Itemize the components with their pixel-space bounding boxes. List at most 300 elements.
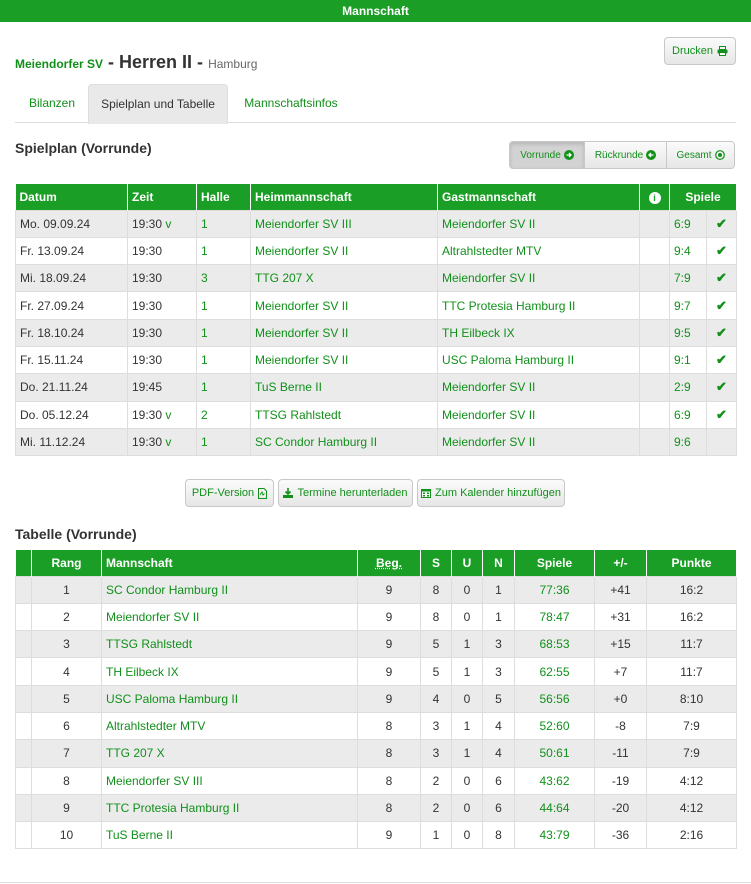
match-approved-cell [707, 319, 737, 346]
guest-team-cell [438, 428, 640, 455]
team-points: 7:9 [647, 740, 737, 767]
match-hall-cell [197, 374, 251, 401]
team-rank: 4 [32, 658, 102, 685]
row-spacer [16, 603, 32, 630]
match-hall-link[interactable]: 1 [201, 435, 208, 450]
calendar-label: Zum Kalender hinzufügen [435, 487, 561, 499]
team-city: Hamburg [208, 57, 258, 71]
match-info-cell [640, 401, 670, 428]
standings-row [16, 794, 737, 821]
guest-team-link[interactable]: Meiendorfer SV II [442, 380, 536, 395]
match-date: Mo. 09.09.24 [16, 210, 128, 237]
circle-arrow-left-icon [646, 150, 656, 160]
row-spacer [16, 794, 32, 821]
team-draws: 0 [452, 822, 483, 849]
match-time: 19:30 [132, 407, 163, 422]
team-rank: 10 [32, 822, 102, 849]
match-approved-cell [707, 401, 737, 428]
guest-team-cell [438, 265, 640, 292]
match-approved-cell [707, 265, 737, 292]
team-diff: -20 [595, 794, 647, 821]
match-hall-cell [197, 346, 251, 373]
home-team-cell [251, 265, 438, 292]
schedule-row [16, 210, 737, 237]
team-name-cell [102, 658, 358, 685]
team-link[interactable]: Altrahlstedter MTV [106, 719, 206, 734]
col-rang: Rang [32, 550, 102, 576]
home-team-link[interactable]: TTG 207 X [255, 271, 314, 286]
home-team-link[interactable]: Meiendorfer SV II [255, 325, 349, 340]
team-diff: +7 [595, 658, 647, 685]
match-hall-cell [197, 428, 251, 455]
match-time: 19:45 [132, 380, 163, 395]
printer-icon [717, 46, 728, 56]
match-result-link[interactable]: 2:9 [674, 380, 691, 395]
standings-row [16, 712, 737, 739]
team-games-link[interactable]: 78:47 [539, 609, 570, 624]
circle-dot-icon [715, 150, 725, 160]
team-games-link[interactable]: 43:62 [539, 773, 570, 788]
team-points: 16:2 [647, 576, 737, 603]
team-rank: 1 [32, 576, 102, 603]
team-games-cell [515, 767, 595, 794]
match-info-cell [640, 374, 670, 401]
guest-team-cell [438, 401, 640, 428]
guest-team-link[interactable]: Altrahlstedter MTV [442, 243, 542, 258]
team-name-cell [102, 685, 358, 712]
match-time-cell [128, 374, 197, 401]
team-wins: 3 [421, 712, 452, 739]
match-hall-link[interactable]: 2 [201, 407, 208, 422]
team-matches: 8 [358, 712, 421, 739]
match-time: 19:30 [132, 216, 163, 231]
match-hall-link[interactable]: 1 [201, 216, 208, 231]
club-link[interactable]: Meiendorfer SV [15, 57, 104, 71]
team-name-cell [102, 794, 358, 821]
team-wins: 8 [421, 603, 452, 630]
row-spacer [16, 685, 32, 712]
match-flag-link[interactable]: v [165, 216, 172, 231]
team-rank: 8 [32, 767, 102, 794]
team-losses: 4 [483, 740, 515, 767]
team-games-link[interactable]: 77:36 [539, 582, 570, 597]
guest-team-cell [438, 210, 640, 237]
round-rueckrunde-label: Rückrunde [594, 149, 644, 161]
match-result-cell [670, 428, 707, 455]
download-label: Termine herunterladen [297, 487, 408, 499]
standings-header-row [16, 550, 737, 576]
check-icon: ✔ [716, 406, 727, 422]
team-link[interactable]: USC Paloma Hamburg II [106, 691, 239, 706]
match-info-cell [640, 346, 670, 373]
row-spacer [16, 712, 32, 739]
col-spacer [16, 550, 32, 576]
team-rank: 7 [32, 740, 102, 767]
team-draws: 0 [452, 685, 483, 712]
team-losses: 3 [483, 631, 515, 658]
match-result-cell [670, 346, 707, 373]
match-date: Do. 05.12.24 [16, 401, 128, 428]
team-losses: 4 [483, 712, 515, 739]
team-games-cell [515, 658, 595, 685]
match-time-cell [128, 265, 197, 292]
team-name-cell [102, 712, 358, 739]
team-rank: 2 [32, 603, 102, 630]
match-time: 19:30 [132, 243, 163, 258]
match-result-link[interactable]: 6:9 [674, 216, 691, 231]
circle-arrow-right-icon [564, 150, 574, 160]
top-bar-title: Mannschaft [0, 0, 751, 22]
match-hall-link[interactable]: 3 [201, 271, 208, 286]
team-points: 4:12 [647, 767, 737, 794]
match-result-link[interactable]: 7:9 [674, 271, 691, 286]
team-diff: +15 [595, 631, 647, 658]
match-flag-link[interactable]: v [165, 435, 172, 450]
team-name-cell [102, 576, 358, 603]
team-matches: 9 [358, 631, 421, 658]
match-approved-cell [707, 237, 737, 264]
round-rueckrunde-button[interactable] [585, 142, 667, 168]
home-team-cell [251, 374, 438, 401]
team-losses: 5 [483, 685, 515, 712]
match-result-cell [670, 237, 707, 264]
team-games-link[interactable]: 50:61 [539, 746, 570, 761]
row-spacer [16, 740, 32, 767]
standings-row [16, 740, 737, 767]
team-diff: -8 [595, 712, 647, 739]
download-icon [283, 488, 293, 498]
home-team-cell [251, 401, 438, 428]
round-gesamt-button[interactable] [667, 142, 734, 168]
check-icon: ✔ [716, 242, 727, 258]
add-to-calendar-button[interactable] [417, 479, 565, 507]
team-diff: +0 [595, 685, 647, 712]
guest-team-link[interactable]: Meiendorfer SV II [442, 216, 536, 231]
match-date: Fr. 15.11.24 [16, 346, 128, 373]
guest-team-link[interactable]: TTC Protesia Hamburg II [442, 298, 576, 313]
team-games-link[interactable]: 56:56 [539, 691, 570, 706]
match-time-cell [128, 346, 197, 373]
team-points: 4:12 [647, 794, 737, 821]
team-diff: -36 [595, 822, 647, 849]
team-points: 8:10 [647, 685, 737, 712]
team-points: 16:2 [647, 603, 737, 630]
match-info-cell [640, 292, 670, 319]
guest-team-link[interactable]: Meiendorfer SV II [442, 407, 536, 422]
pdf-version-button[interactable] [185, 479, 274, 507]
schedule-table [15, 184, 737, 456]
team-draws: 1 [452, 712, 483, 739]
team-name: - Herren II - [103, 52, 209, 72]
match-approved-cell [707, 346, 737, 373]
team-wins: 5 [421, 658, 452, 685]
match-date: Do. 21.11.24 [16, 374, 128, 401]
team-link[interactable]: Meiendorfer SV III [106, 773, 203, 788]
match-approved-cell [707, 292, 737, 319]
home-team-link[interactable]: TTSG Rahlstedt [255, 407, 342, 422]
team-link[interactable]: SC Condor Hamburg II [106, 582, 229, 597]
info-icon[interactable]: i [649, 192, 661, 204]
home-team-cell [251, 237, 438, 264]
match-hall-cell [197, 265, 251, 292]
team-losses: 3 [483, 658, 515, 685]
match-result-cell [670, 319, 707, 346]
team-rank: 6 [32, 712, 102, 739]
match-time: 19:30 [132, 271, 163, 286]
match-approved-cell [707, 428, 737, 455]
col-u: U [452, 550, 483, 576]
tab-mannschaftsinfos[interactable]: Mannschaftsinfos [244, 96, 338, 110]
team-matches: 8 [358, 794, 421, 821]
row-spacer [16, 822, 32, 849]
guest-team-cell [438, 374, 640, 401]
team-matches: 9 [358, 603, 421, 630]
team-link[interactable]: TTG 207 X [106, 746, 165, 761]
team-wins: 5 [421, 631, 452, 658]
match-hall-cell [197, 319, 251, 346]
team-losses: 1 [483, 576, 515, 603]
schedule-row [16, 292, 737, 319]
match-result-cell [670, 401, 707, 428]
team-games-cell [515, 576, 595, 603]
team-games-cell [515, 712, 595, 739]
schedule-row [16, 265, 737, 292]
standings-row [16, 603, 737, 630]
round-selector [509, 141, 735, 169]
check-icon: ✔ [716, 270, 727, 286]
team-name-cell [102, 603, 358, 630]
guest-team-link[interactable]: Meiendorfer SV II [442, 271, 536, 286]
team-name-cell [102, 767, 358, 794]
match-result-link[interactable]: 9:5 [674, 325, 691, 340]
team-link[interactable]: TuS Berne II [106, 828, 173, 843]
row-spacer [16, 658, 32, 685]
team-diff: -11 [595, 740, 647, 767]
match-time-cell [128, 237, 197, 264]
home-team-cell [251, 346, 438, 373]
match-hall-cell [197, 237, 251, 264]
col-zeit: Zeit [128, 184, 197, 210]
team-points: 11:7 [647, 631, 737, 658]
team-diff: +41 [595, 576, 647, 603]
match-date: Mi. 11.12.24 [16, 428, 128, 455]
team-losses: 1 [483, 603, 515, 630]
team-link[interactable]: TTSG Rahlstedt [106, 637, 193, 652]
home-team-link[interactable]: Meiendorfer SV II [255, 353, 349, 368]
standings-row [16, 658, 737, 685]
team-games-link[interactable]: 44:64 [539, 801, 570, 816]
match-hall-link[interactable]: 1 [201, 325, 208, 340]
round-vorrunde-button[interactable] [510, 142, 585, 168]
match-result-link[interactable]: 9:7 [674, 298, 691, 313]
team-wins: 2 [421, 767, 452, 794]
match-time: 19:30 [132, 298, 163, 313]
home-team-link[interactable]: Meiendorfer SV II [255, 298, 349, 313]
round-gesamt-label: Gesamt [676, 149, 712, 161]
team-diff: -19 [595, 767, 647, 794]
match-date: Fr. 18.10.24 [16, 319, 128, 346]
print-button[interactable] [664, 37, 736, 65]
guest-team-link[interactable]: TH Eilbeck IX [442, 325, 515, 340]
col-info [640, 184, 670, 210]
col-heim: Heimmannschaft [251, 184, 438, 210]
guest-team-cell [438, 237, 640, 264]
col-halle: Halle [197, 184, 251, 210]
team-matches: 8 [358, 767, 421, 794]
check-icon: ✔ [716, 379, 727, 395]
guest-team-link[interactable]: USC Paloma Hamburg II [442, 353, 575, 368]
tab-bilanzen[interactable]: Bilanzen [28, 96, 76, 110]
guest-team-link[interactable]: Meiendorfer SV II [442, 435, 536, 450]
team-header [15, 52, 257, 73]
team-wins: 3 [421, 740, 452, 767]
team-link[interactable]: TH Eilbeck IX [106, 664, 179, 679]
home-team-link[interactable]: Meiendorfer SV II [255, 243, 349, 258]
match-time-cell [128, 292, 197, 319]
match-date: Fr. 27.09.24 [16, 292, 128, 319]
print-label: Drucken [672, 45, 713, 57]
col-datum: Datum [16, 184, 128, 210]
download-dates-button[interactable] [278, 479, 413, 507]
match-info-cell [640, 428, 670, 455]
team-games-link[interactable]: 62:55 [539, 664, 570, 679]
match-result-link[interactable]: 9:6 [674, 435, 691, 450]
col-gast: Gastmannschaft [438, 184, 640, 210]
match-hall-cell [197, 210, 251, 237]
team-games-link[interactable]: 43:79 [539, 828, 570, 843]
home-team-link[interactable]: SC Condor Hamburg II [255, 435, 378, 450]
match-info-cell [640, 319, 670, 346]
home-team-cell [251, 319, 438, 346]
guest-team-cell [438, 319, 640, 346]
col-s: S [421, 550, 452, 576]
home-team-cell [251, 292, 438, 319]
match-time-cell [128, 401, 197, 428]
match-time: 19:30 [132, 325, 163, 340]
match-result-link[interactable]: 6:9 [674, 407, 691, 422]
team-matches: 9 [358, 576, 421, 603]
col-punkte: Punkte [647, 550, 737, 576]
match-hall-link[interactable]: 1 [201, 380, 208, 395]
tab-spielplan-tabelle[interactable]: Spielplan und Tabelle [88, 84, 228, 124]
pdf-label: PDF-Version [191, 487, 255, 499]
match-hall-link[interactable]: 1 [201, 243, 208, 258]
team-wins: 8 [421, 576, 452, 603]
match-info-cell [640, 265, 670, 292]
team-matches: 9 [358, 822, 421, 849]
standings-row [16, 767, 737, 794]
match-hall-link[interactable]: 1 [201, 353, 208, 368]
team-rank: 5 [32, 685, 102, 712]
team-games-cell [515, 740, 595, 767]
team-draws: 0 [452, 576, 483, 603]
match-result-cell [670, 292, 707, 319]
schedule-row [16, 428, 737, 455]
match-result-link[interactable]: 9:4 [674, 243, 691, 258]
team-draws: 1 [452, 631, 483, 658]
tab-bar [15, 84, 736, 123]
team-losses: 6 [483, 794, 515, 821]
match-time-cell [128, 428, 197, 455]
team-draws: 0 [452, 603, 483, 630]
round-vorrunde-label: Vorrunde [520, 149, 561, 161]
schedule-row [16, 319, 737, 346]
home-team-link[interactable]: TuS Berne II [255, 380, 322, 395]
team-draws: 0 [452, 767, 483, 794]
team-draws: 1 [452, 740, 483, 767]
match-result-cell [670, 210, 707, 237]
match-hall-cell [197, 401, 251, 428]
team-wins: 2 [421, 794, 452, 821]
row-spacer [16, 576, 32, 603]
col-n: N [483, 550, 515, 576]
team-games-cell [515, 631, 595, 658]
schedule-header-row [16, 184, 737, 210]
match-result-cell [670, 374, 707, 401]
standings-row [16, 685, 737, 712]
team-wins: 1 [421, 822, 452, 849]
team-rank: 3 [32, 631, 102, 658]
schedule-row [16, 346, 737, 373]
team-name-cell [102, 740, 358, 767]
file-pdf-icon [258, 488, 267, 499]
team-games-link[interactable]: 52:60 [539, 719, 570, 734]
home-team-cell [251, 210, 438, 237]
check-icon: ✔ [716, 297, 727, 313]
match-time: 19:30 [132, 353, 163, 368]
col-spiele: Spiele [670, 184, 737, 210]
match-time-cell [128, 319, 197, 346]
home-team-cell [251, 428, 438, 455]
team-games-cell [515, 794, 595, 821]
team-games-cell [515, 822, 595, 849]
match-info-cell [640, 210, 670, 237]
match-date: Mi. 18.09.24 [16, 265, 128, 292]
match-info-cell [640, 237, 670, 264]
team-name-cell [102, 631, 358, 658]
standings-row [16, 822, 737, 849]
team-matches: 9 [358, 685, 421, 712]
team-link[interactable]: TTC Protesia Hamburg II [106, 801, 240, 816]
match-flag-link[interactable]: v [165, 407, 172, 422]
match-approved-cell [707, 210, 737, 237]
row-spacer [16, 631, 32, 658]
guest-team-cell [438, 292, 640, 319]
team-link[interactable]: Meiendorfer SV II [106, 609, 200, 624]
match-time: 19:30 [132, 435, 163, 450]
home-team-link[interactable]: Meiendorfer SV III [255, 216, 352, 231]
team-matches: 8 [358, 740, 421, 767]
standings-row [16, 576, 737, 603]
team-games-link[interactable]: 68:53 [539, 637, 570, 652]
bottom-divider [0, 882, 751, 883]
team-losses: 6 [483, 767, 515, 794]
col-diff: +/- [595, 550, 647, 576]
team-losses: 8 [483, 822, 515, 849]
col-mannschaft: Mannschaft [102, 550, 358, 576]
match-result-link[interactable]: 9:1 [674, 353, 691, 368]
team-games-cell [515, 685, 595, 712]
standings-table [15, 550, 737, 849]
match-hall-link[interactable]: 1 [201, 298, 208, 313]
match-date: Fr. 13.09.24 [16, 237, 128, 264]
schedule-row [16, 374, 737, 401]
match-result-cell [670, 265, 707, 292]
team-draws: 1 [452, 658, 483, 685]
check-icon: ✔ [716, 215, 727, 231]
team-points: 2:16 [647, 822, 737, 849]
row-spacer [16, 767, 32, 794]
